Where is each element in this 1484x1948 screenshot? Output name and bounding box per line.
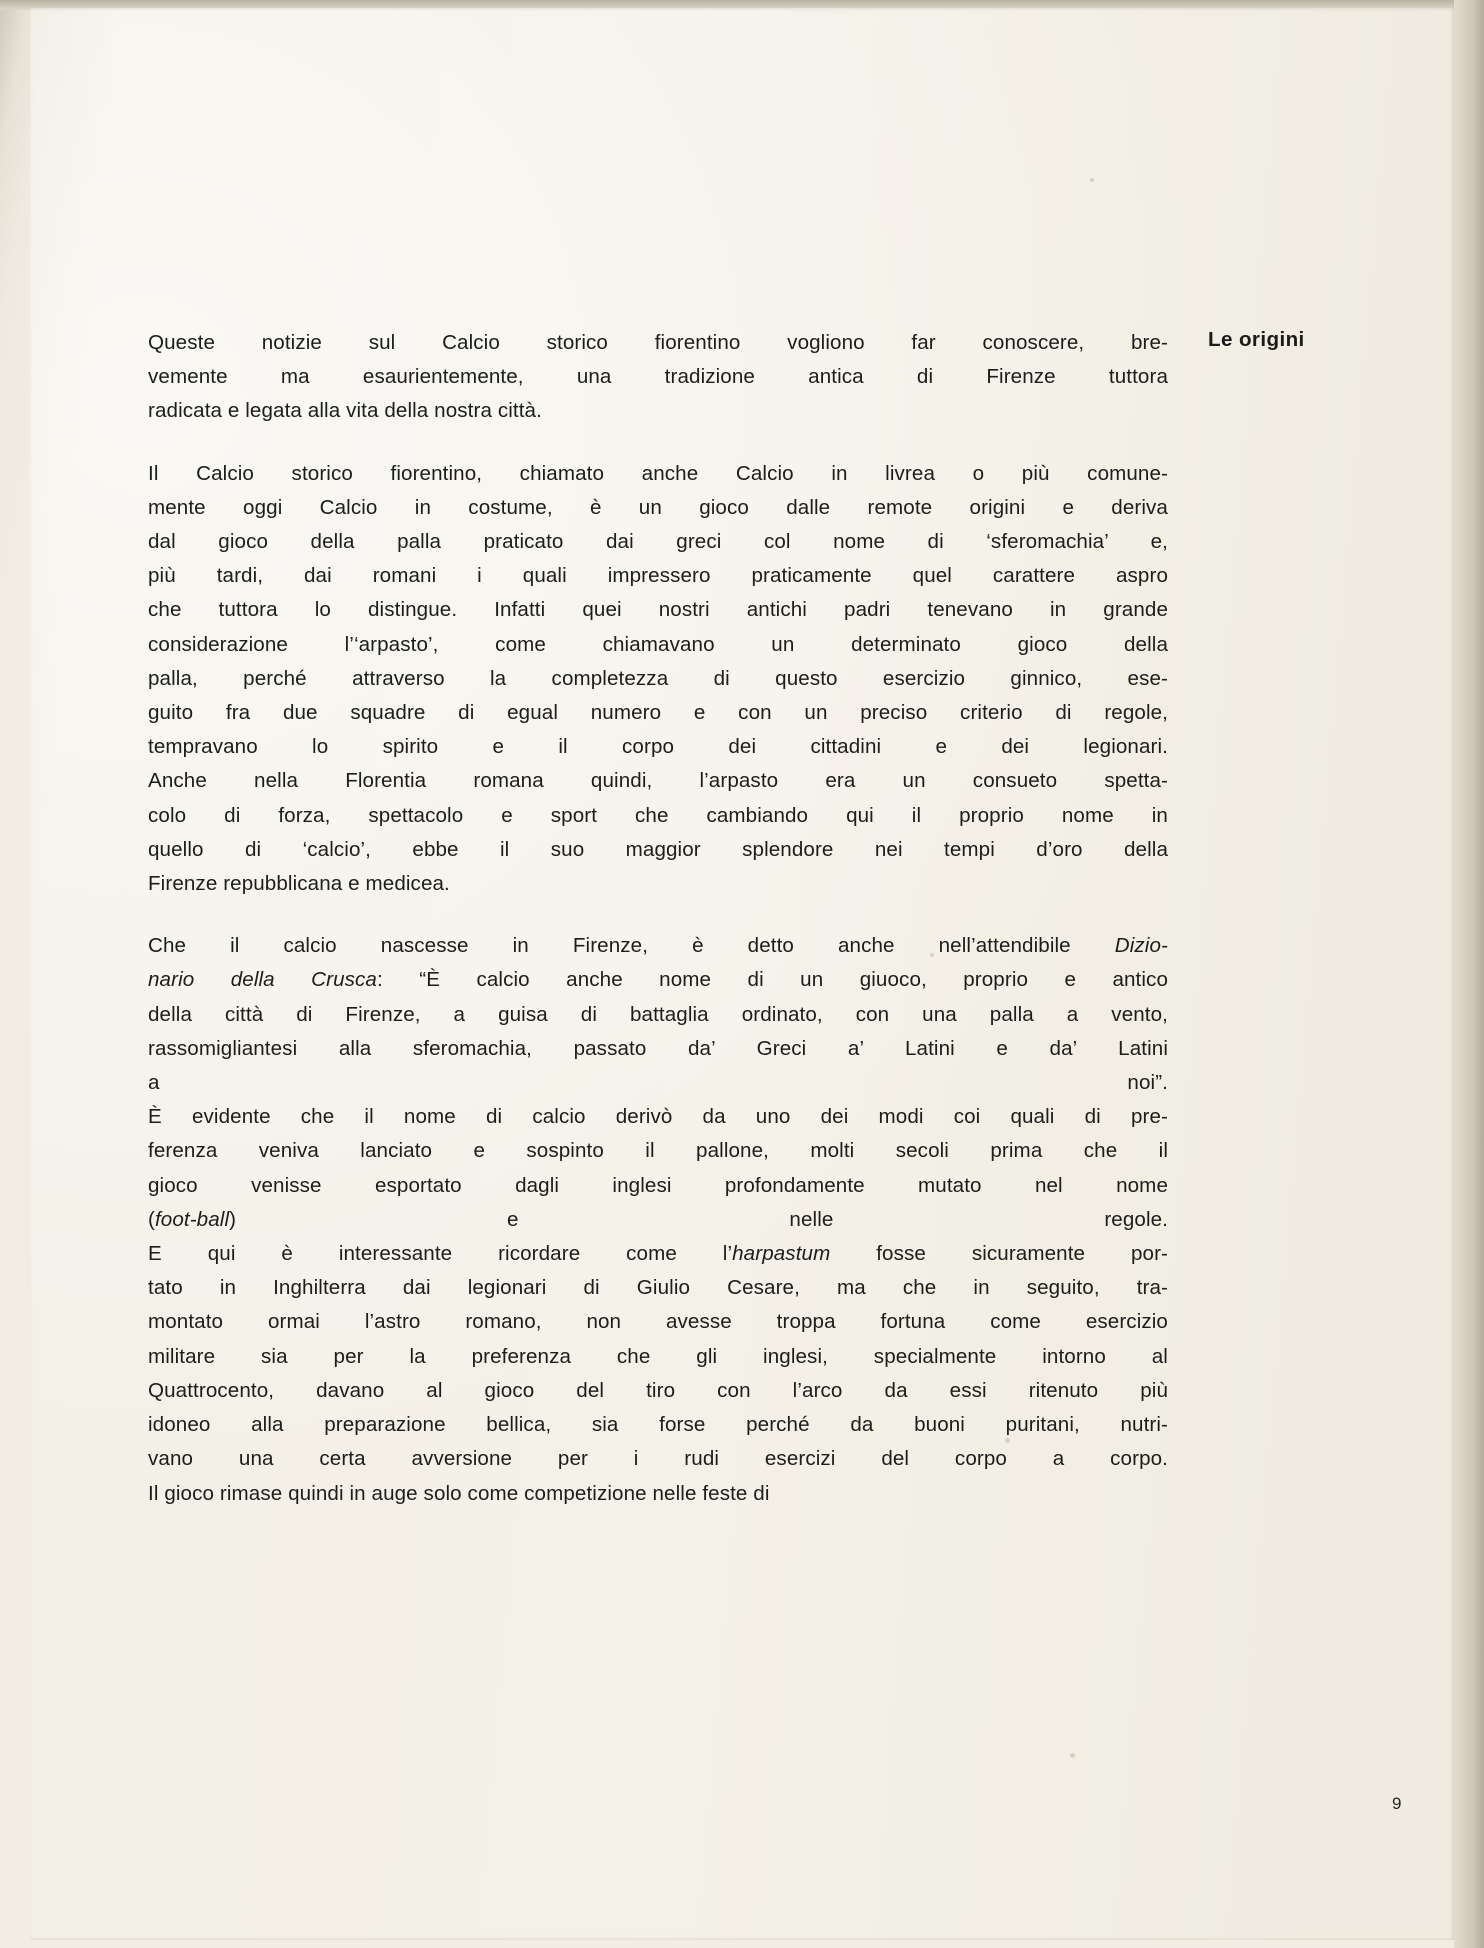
text-line: dal gioco della palla praticato dai greci col nome di ‘sferomachia’ e, (148, 530, 1168, 554)
text-line: nario della Crusca: “È calcio anche nome di un giuoco, proprio e antico (148, 968, 1169, 992)
text-line: guito fra due squadre di egual numero e con un preciso criterio di regole, (148, 701, 1168, 725)
text-line: idoneo alla preparazione bellica, sia forse perché da buoni puritani, nutri- (148, 1413, 1168, 1437)
text-line: Anche nella Florentia romana quindi, l’arpasto era un consueto spetta- (148, 769, 1168, 793)
paragraph-3 (148, 929, 1168, 1510)
text-line: vano una certa avversione per i rudi esercizi del corpo a corpo. (148, 1447, 1168, 1471)
text-line: considerazione l’‘arpasto’, come chiamavano un determinato gioco della (148, 632, 1168, 656)
paragraph-1 (148, 326, 1168, 429)
text-line: ferenza veniva lanciato e sospinto il pallone, molti secoli prima che il (148, 1139, 1168, 1163)
text-line: più tardi, dai romani i quali impressero praticamente quel carattere aspro (148, 564, 1168, 588)
text-line: vemente ma esaurientemente, una tradizione antica di Firenze tuttora (148, 365, 1168, 389)
paragraph-2 (148, 457, 1168, 902)
body-text-column (148, 326, 1168, 1511)
text-line: Che il calcio nascesse in Firenze, è detto anche nell’attendibile Dizio- (148, 934, 1168, 958)
text-line: montato ormai l’astro romano, non avesse troppa fortuna come esercizio (148, 1310, 1168, 1334)
paper-speck-4 (1070, 1753, 1075, 1758)
page-right-edge (1454, 0, 1484, 1948)
text-line: (foot-ball) e nelle regole. (148, 1207, 1168, 1231)
side-heading: Le origini (1208, 328, 1305, 351)
text-line: Il Calcio storico fiorentino, chiamato anche Calcio in livrea o più comune- (148, 461, 1168, 485)
text-line: colo di forza, spettacolo e sport che cambiando qui il proprio nome in (148, 803, 1168, 827)
text-line: rassomigliantesi alla sferomachia, passato da’ Greci a’ Latini e da’ Latini (148, 1036, 1168, 1060)
text-line: Queste notizie sul Calcio storico fiorentino vogliono far conoscere, bre- (148, 331, 1168, 354)
text-line: che tuttora lo distingue. Infatti quei nostri antichi padri tenevano in grande (148, 598, 1168, 622)
text-line: quello di ‘calcio’, ebbe il suo maggior splendore nei tempi d’oro della (148, 837, 1168, 861)
text-line: Firenze repubblicana e medicea. (148, 872, 450, 896)
text-line: militare sia per la preferenza che gli inglesi, specialmente intorno al (148, 1344, 1168, 1368)
text-line: della città di Firenze, a guisa di battaglia ordinato, con una palla a vento, (148, 1002, 1168, 1026)
text-line: tempravano lo spirito e il corpo dei cittadini e dei legionari. (148, 735, 1168, 759)
text-line: tato in Inghilterra dai legionari di Giulio Cesare, ma che in seguito, tra- (148, 1276, 1168, 1300)
text-line: E qui è interessante ricordare come l’harpastum fosse sicuramente por- (148, 1242, 1168, 1266)
document-page (30, 8, 1455, 1940)
page-number: 9 (1392, 1794, 1402, 1813)
text-line: gioco venisse esportato dagli inglesi profondamente mutato nel nome (148, 1173, 1168, 1197)
text-line: a noi”. (148, 1071, 1168, 1095)
paper-speck-1 (1090, 178, 1094, 182)
text-line: È evidente che il nome di calcio derivò da uno dei modi coi quali di pre- (148, 1105, 1168, 1129)
text-line: palla, perché attraverso la completezza di questo esercizio ginnico, ese- (148, 666, 1168, 690)
text-line: Quattrocento, davano al gioco del tiro con l’arco da essi ritenuto più (148, 1378, 1168, 1402)
text-line: radicata e legata alla vita della nostra città. (148, 399, 542, 423)
text-line: mente oggi Calcio in costume, è un gioco dalle remote origini e deriva (148, 495, 1168, 519)
text-line: Il gioco rimase quindi in auge solo come competizione nelle feste di (148, 1481, 770, 1505)
